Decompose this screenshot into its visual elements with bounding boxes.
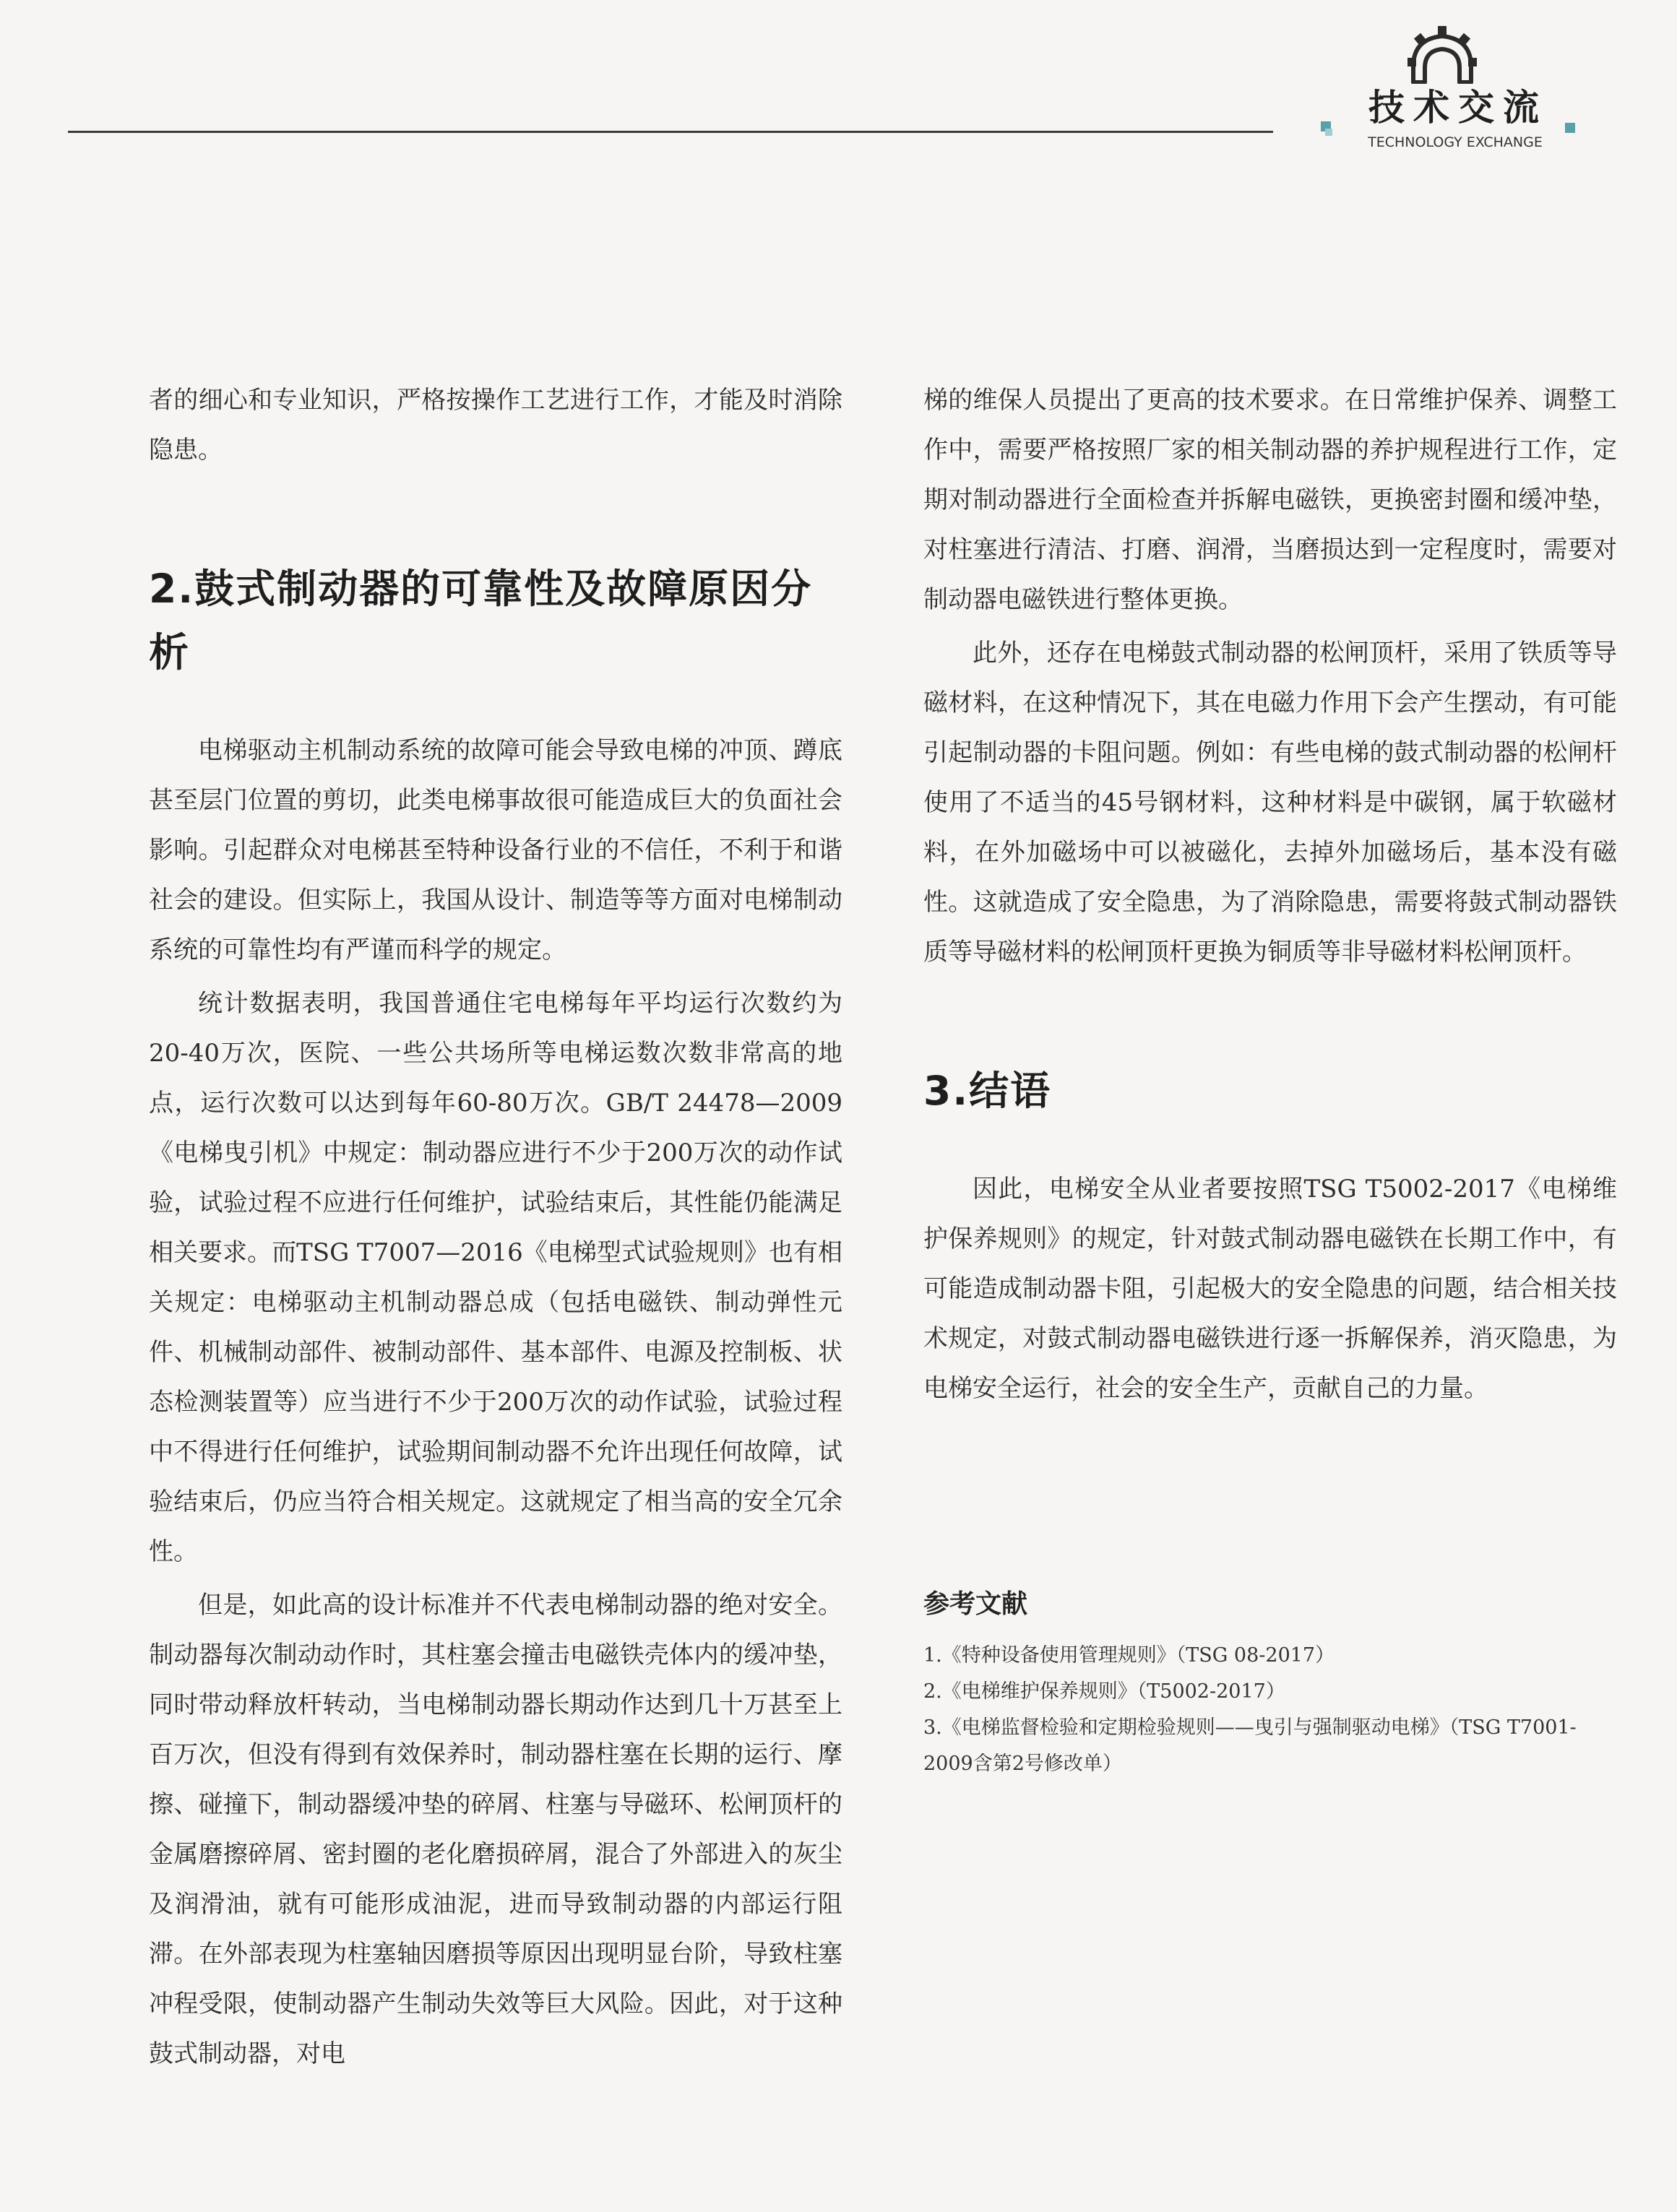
intro-paragraph: 者的细心和专业知识，严格按操作工艺进行工作，才能及时消除隐患。 [149,386,842,465]
right-column [923,376,1617,1782]
section-2-paragraph-2: 统计数据表明，我国普通住宅电梯每年平均运行次数约为20-40万次，医院、一些公共场所等电梯运数次数非常高的地点，运行次数可以达到每年60-80万次。GB/T 24478—2009《电梯曳引机》中规定：制动器应进行不少于200万次的动作试验，试验过程不应进行任何维护，试验结束后，其性能仍能满足相关要求。而TSG T7007—2016《电梯型式试验规则》也有相关规定：电梯驱动主机制动器总成（包括电磁铁、制动弹性元件、机械制动部件、被制动部件、基本部件、电源及控制板、状态检测装置等）应当进行不少于200万次的动作试验，试验过程中不得进行任何维护，试验期间制动器不允许出现任何故障，试验结束后，仍应当符合相关规定。这就规定了相当高的安全冗余性。 [149,989,842,1566]
references-title: 参考文献 [923,1589,1028,1619]
gear-icon [1407,26,1477,84]
section-subtitle: TECHNOLOGY EXCHANGE [1368,134,1543,150]
section-logo [1301,26,1582,156]
continuation-paragraph: 梯的维保人员提出了更高的技术要求。在日常维护保养、调整工作中，需要严格按照厂家的相关制动器的养护规程进行工作，定期对制动器进行全面检查并拆解电磁铁，更换密封圈和缓冲垫，对柱塞进行清洁、打磨、润滑，当磨损达到一定程度时，需要对制动器电磁铁进行整体更换。 [923,386,1617,614]
reference-item: 3.《电梯监督检验和定期检验规则——曳引与强制驱动电梯》（TSG T7001-2009含第2号修改单） [923,1716,1577,1775]
section-3-heading: 3.结语 [923,1068,1052,1114]
left-column [149,376,842,2083]
header-rule [68,131,1273,133]
right-paragraph-2: 此外，还存在电梯鼓式制动器的松闸顶杆，采用了铁质等导磁材料，在这种情况下，其在电磁力作用下会产生摆动，有可能引起制动器的卡阻问题。例如：有些电梯的鼓式制动器的松闸杆使用了不适当的45号钢材料，这种材料是中碳钢，属于软磁材料，在外加磁场中可以被磁化，去掉外加磁场后，基本没有磁性。这就造成了安全隐患，为了消除隐患，需要将鼓式制动器铁质等导磁材料的松闸顶杆更换为铜质等非导磁材料松闸顶杆。 [923,639,1617,967]
section-3-paragraph: 因此，电梯安全从业者要按照TSG T5002-2017《电梯维护保养规则》的规定，针对鼓式制动器电磁铁在长期工作中，有可能造成制动器卡阻，引起极大的安全隐患的问题，结合相关技术规定，对鼓式制动器电磁铁进行逐一拆解保养，消灭隐患，为电梯安全运行，社会的安全生产，贡献自己的力量。 [923,1175,1617,1403]
references [923,1584,1617,1782]
reference-item: 1.《特种设备使用管理规则》（TSG 08-2017） [923,1644,1335,1667]
reference-item: 2.《电梯维护保养规则》（T5002-2017） [923,1680,1285,1703]
section-2-heading: 2.鼓式制动器的可靠性及故障原因分析 [149,566,813,675]
section-title: 技术交流 [1368,87,1548,129]
accent-square-left-light [1325,129,1332,136]
accent-square-right [1565,123,1575,133]
section-2-paragraph-1: 电梯驱动主机制动系统的故障可能会导致电梯的冲顶、蹲底甚至层门位置的剪切，此类电梯事故很可能造成巨大的负面社会影响。引起群众对电梯甚至特种设备行业的不信任，不利于和谐社会的建设。但实际上，我国从设计、制造等等方面对电梯制动系统的可靠性均有严谨而科学的规定。 [149,736,842,964]
section-2-paragraph-3: 但是，如此高的设计标准并不代表电梯制动器的绝对安全。制动器每次制动动作时，其柱塞会撞击电磁铁壳体内的缓冲垫，同时带动释放杆转动，当电梯制动器长期动作达到几十万甚至上百万次，但没有得到有效保养时，制动器柱塞在长期的运行、摩擦、碰撞下，制动器缓冲垫的碎屑、柱塞与导磁环、松闸顶杆的金属磨擦碎屑、密封圈的老化磨损碎屑，混合了外部进入的灰尘及润滑油，就有可能形成油泥，进而导致制动器的内部运行阻滞。在外部表现为柱塞轴因磨损等原因出现明显台阶，导致柱塞冲程受限，使制动器产生制动失效等巨大风险。因此，对于这种鼓式制动器，对电 [149,1591,842,2068]
